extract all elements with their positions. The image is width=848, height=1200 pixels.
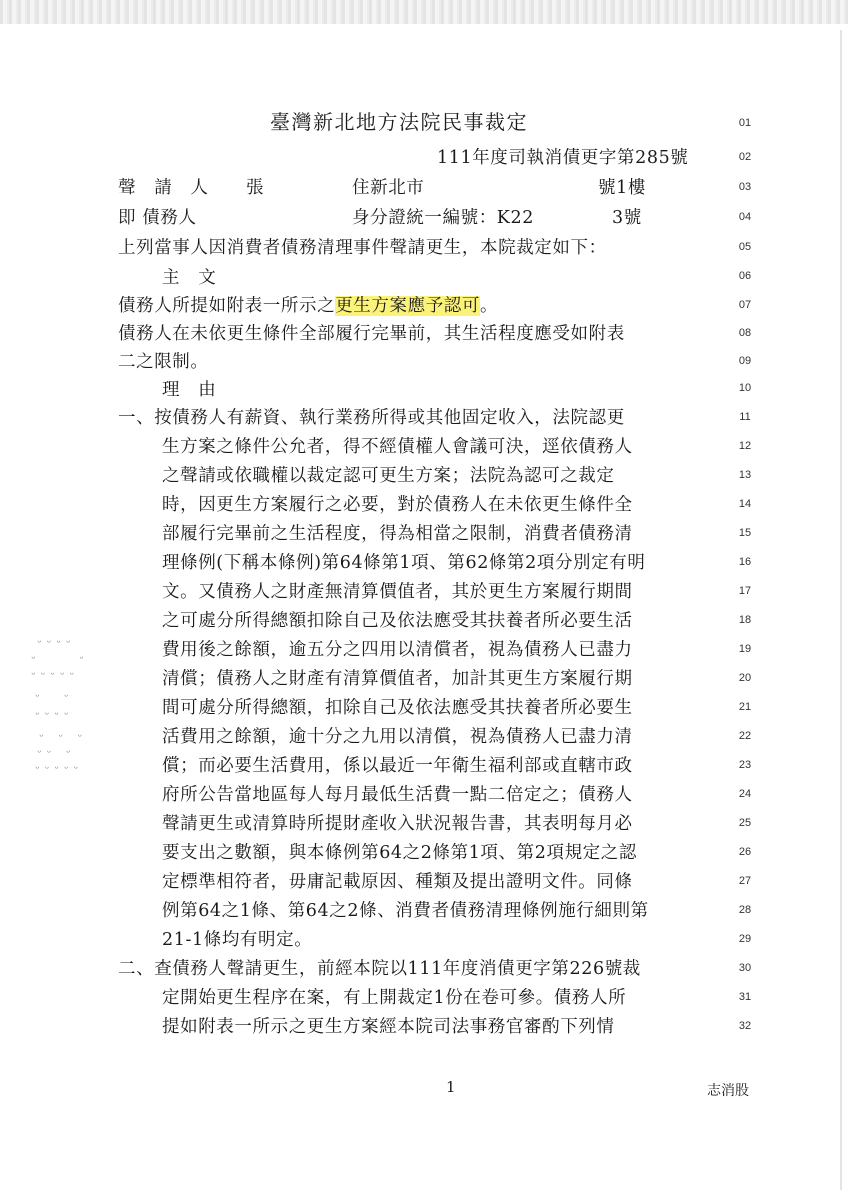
reason-line: 21-1條均有明定。 bbox=[162, 930, 313, 950]
reason-line: 之聲請或依職權以裁定認可更生方案；法院為認可之裁定 bbox=[162, 466, 615, 486]
reason-line: 府所公告當地區每人每月最低生活費一點二倍定之；債務人 bbox=[162, 785, 633, 805]
reason-line: 之可處分所得總額扣除自己及依法應受其扶養者所必要生活 bbox=[162, 611, 633, 631]
line-number: 07 bbox=[738, 299, 752, 311]
reason-line: 活費用之餘額，逾十分之九用以清償，視為債務人已盡力清 bbox=[162, 727, 633, 747]
scan-edge-right bbox=[840, 30, 842, 1190]
reason-line: 例第64之1條、第64之2條、消費者債務清理條例施行細則第 bbox=[162, 901, 649, 921]
reason-line: 償；而必要生活費用，係以最近一年衛生福利部或直轄市政 bbox=[162, 756, 633, 776]
reason-heading: 理 由 bbox=[162, 380, 217, 400]
line-number: 18 bbox=[738, 614, 752, 626]
line-number: 03 bbox=[738, 181, 752, 193]
line-number: 17 bbox=[738, 585, 752, 597]
line-number: 02 bbox=[738, 151, 752, 163]
party-name-applicant: 張 bbox=[246, 178, 265, 198]
main-heading: 主 文 bbox=[162, 268, 217, 288]
reason-line: 文。又債務人之財產無清算價值者，其於更生方案履行期間 bbox=[162, 582, 633, 602]
line-number: 06 bbox=[738, 270, 752, 282]
line-number: 05 bbox=[738, 241, 752, 253]
scan-edge-top bbox=[0, 0, 848, 24]
line-number: 19 bbox=[738, 643, 752, 655]
reason-line: 定開始更生程序在案，有上開裁定1份在卷可參。債務人所 bbox=[162, 988, 627, 1008]
line-number: 12 bbox=[738, 440, 752, 452]
reason-line: 費用後之餘額，逾五分之四用以清償者，視為債務人已盡力 bbox=[162, 640, 633, 660]
main-text-line-3: 二之限制。 bbox=[118, 352, 209, 372]
line-number: 28 bbox=[738, 904, 752, 916]
party-address-tail: 號1樓 bbox=[598, 178, 646, 198]
case-number: 111年度司執消債更字第285號 bbox=[437, 148, 689, 168]
page-number: 1 bbox=[446, 1078, 456, 1096]
main-text-1a: 債務人所提如附表一所示之 bbox=[118, 296, 336, 316]
reason-line: 生方案之條件公允者，得不經債權人會議可決，逕依債務人 bbox=[162, 437, 633, 457]
line-number: 31 bbox=[738, 991, 752, 1003]
line-number: 20 bbox=[738, 672, 752, 684]
main-text-line-2: 債務人在未依更生條件全部履行完畢前，其生活程度應受如附表 bbox=[118, 324, 625, 344]
line-number: 25 bbox=[738, 817, 752, 829]
line-number: 30 bbox=[738, 962, 752, 974]
highlighted-ruling: 更生方案應予認可 bbox=[335, 296, 481, 316]
line-number: 22 bbox=[738, 730, 752, 742]
section-label: 志消股 bbox=[707, 1083, 749, 1099]
reason-line: 間可處分所得總額，扣除自己及依法應受其扶養者所必要生 bbox=[162, 698, 633, 718]
line-number: 15 bbox=[738, 527, 752, 539]
reason-line: 部履行完畢前之生活程度，得為相當之限制，消費者債務清 bbox=[162, 524, 633, 544]
main-text-1b: 。 bbox=[480, 296, 499, 316]
party-address: 住新北市 bbox=[352, 178, 425, 198]
reason-line: 時，因更生方案履行之必要，對於債務人在未依更生條件全 bbox=[162, 495, 633, 515]
reason-line: 一、按債務人有薪資、執行業務所得或其他固定收入，法院認更 bbox=[118, 408, 625, 428]
line-number: 24 bbox=[738, 788, 752, 800]
line-number: 09 bbox=[738, 355, 752, 367]
line-number: 10 bbox=[738, 382, 752, 394]
party-role-debtor: 即 債務人 bbox=[118, 208, 197, 228]
reason-line: 聲請更生或清算時所提財產收入狀況報告書，其表明每月必 bbox=[162, 814, 633, 834]
line-number: 29 bbox=[738, 933, 752, 945]
party-role-applicant: 聲 請 人 bbox=[118, 178, 209, 198]
line-number: 14 bbox=[738, 498, 752, 510]
reason-line: 理條例(下稱本條例)第64條第1項、第62條第2項分別定有明 bbox=[162, 553, 646, 573]
intro-text: 上列當事人因消費者債務清理事件聲請更生，本院裁定如下： bbox=[118, 238, 607, 258]
party-id-number: 身分證統一編號：K22 bbox=[352, 208, 534, 228]
reason-line: 要支出之數額，與本條例第64之2條第1項、第2項規定之認 bbox=[162, 843, 637, 863]
line-number: 04 bbox=[738, 211, 752, 223]
line-number: 23 bbox=[738, 759, 752, 771]
line-number: 13 bbox=[738, 469, 752, 481]
reason-line: 清償；債務人之財產有清算價值者，加計其更生方案履行期 bbox=[162, 669, 633, 689]
line-number: 16 bbox=[738, 556, 752, 568]
reason-line: 定標準相符者，毋庸記載原因、種類及提出證明文件。同條 bbox=[162, 872, 633, 892]
reason-line: 提如附表一所示之更生方案經本院司法事務官審酌下列情 bbox=[162, 1017, 615, 1037]
main-text-line-1 bbox=[118, 294, 498, 318]
line-number: 21 bbox=[738, 701, 752, 713]
line-number: 26 bbox=[738, 846, 752, 858]
line-number: 27 bbox=[738, 875, 752, 887]
reason-line: 二、查債務人聲請更生，前經本院以111年度消債更字第226號裁 bbox=[118, 959, 641, 979]
line-number: 01 bbox=[738, 117, 752, 129]
party-id-tail: 3號 bbox=[612, 208, 642, 228]
line-number: 32 bbox=[738, 1020, 752, 1032]
line-number: 08 bbox=[738, 327, 752, 339]
document-title: 臺灣新北地方法院民事裁定 bbox=[270, 110, 528, 134]
line-number: 11 bbox=[739, 411, 751, 423]
